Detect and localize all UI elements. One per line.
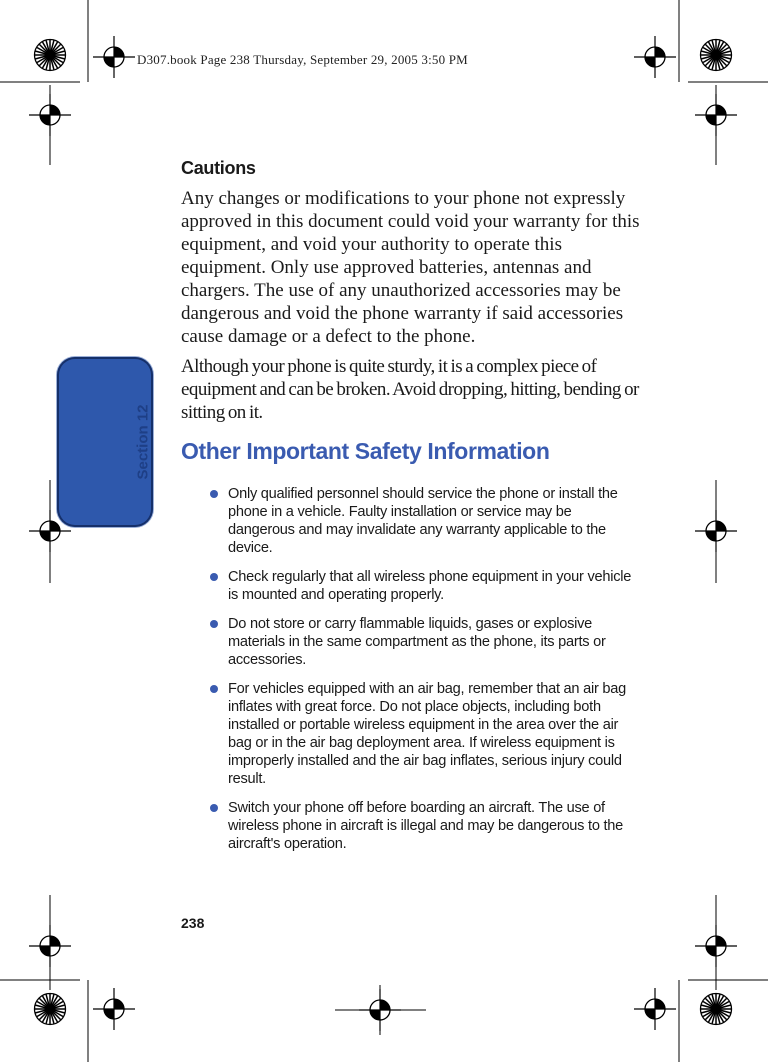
list-item <box>181 485 641 557</box>
bullet-icon <box>210 804 218 812</box>
list-item-text: Check regularly that all wireless phone equipment in your vehicle is mounted and operating properly. <box>228 569 632 603</box>
bullet-icon <box>210 685 218 693</box>
list-item <box>181 680 641 788</box>
section-tab-label: Section 12 <box>134 404 152 480</box>
bullet-icon <box>210 620 218 628</box>
safety-heading: Other Important Safety Information <box>181 438 550 464</box>
list-item <box>181 568 641 604</box>
bullet-icon <box>210 490 218 498</box>
list-item-text: For vehicles equipped with an air bag, remember that an air bag inflates with great force. Do not place objects, including both installed or portable wireless equipment in the area over the air bag or in the air bag deployment area. If wireless equipment is improperly installed and the air bag inflates, serious injury could result. <box>228 681 626 787</box>
print-slug: D307.book Page 238 Thursday, September 29, 2005 3:50 PM <box>137 52 468 67</box>
list-item <box>181 615 641 669</box>
page-number: 238 <box>181 915 205 931</box>
page-content <box>181 158 643 864</box>
list-item <box>181 799 641 853</box>
safety-list <box>181 485 643 853</box>
list-item-text: Switch your phone off before boarding an aircraft. The use of wireless phone in aircraft is illegal and may be dangerous to the aircraft's operation. <box>228 800 624 852</box>
list-item-text: Do not store or carry flammable liquids, gases or explosive materials in the same compartment as the phone, its parts or accessories. <box>228 616 606 668</box>
cautions-heading: Cautions <box>181 158 256 178</box>
bullet-icon <box>210 573 218 581</box>
cautions-paragraph: Any changes or modifications to your phone not expressly approved in this document could void your warranty for this equipment, and void your authority to operate this equipment. Only use approved batteries, antennas and chargers. The use of any unauthorized accessories may be dangerous and void the phone warranty if said accessories cause damage or a defect to the phone. <box>181 188 640 347</box>
list-item-text: Only qualified personnel should service the phone or install the phone in a vehicle. Faulty installation or service may be dangerous and may invalidate any warranty applicable to the device. <box>228 486 618 556</box>
cautions-paragraph: Although your phone is quite sturdy, it is a complex piece of equipment and can be broken. Avoid dropping, hitting, bending or sitting on it. <box>181 356 639 423</box>
